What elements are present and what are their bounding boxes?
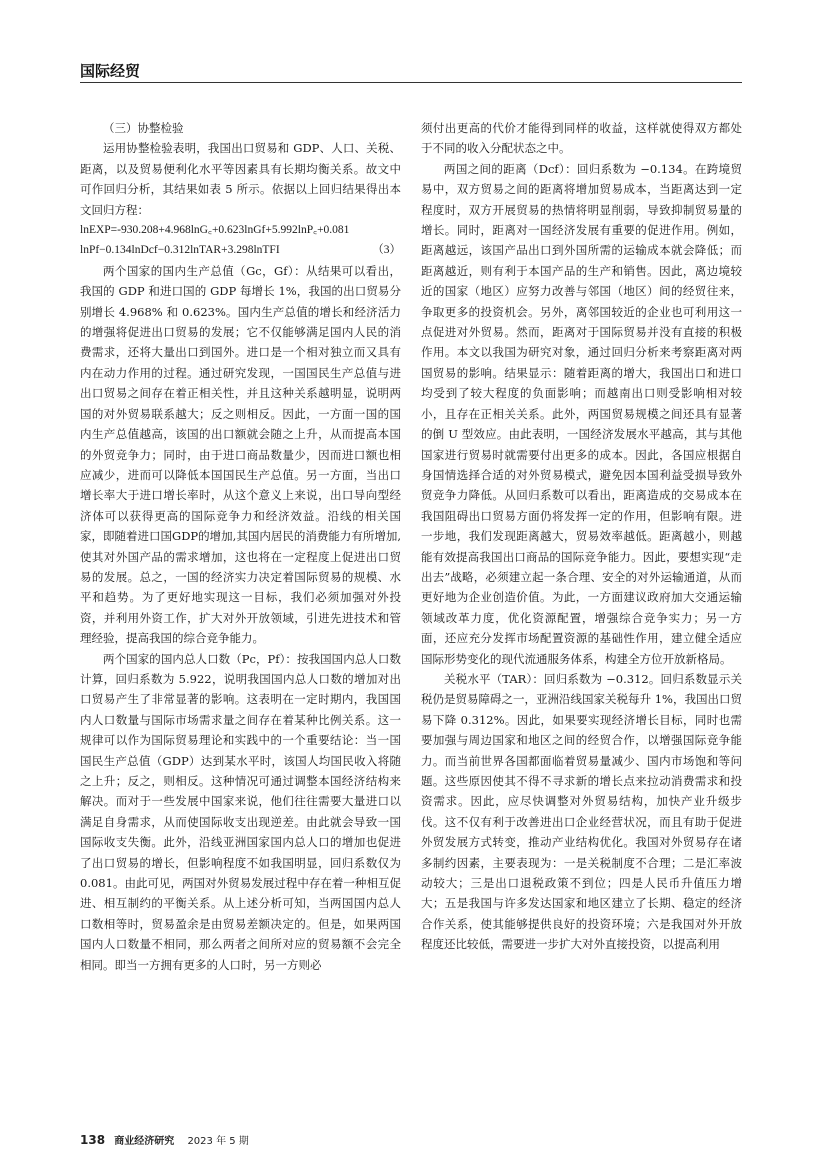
equation-line [80, 240, 401, 260]
paragraph: 运用协整检验表明，我国出口贸易和 GDP、人口、关税、距离，以及贸易便利化水平等因素具有长期均衡关系。故文中可作回归分析，其结果如表 5 所示。依据以上回归结果得出本文回归方程： [80, 141, 401, 217]
equation-line: lnEXP=-930.208+4.968lnG꜀+0.623lnGf+5.992lnP꜀+0.081 [80, 224, 350, 237]
page-number: 138 [80, 1133, 106, 1147]
paragraph: 关税水平（TAR）：回归系数为 −0.312。回归系数显示关税仍是贸易障碍之一，亚洲沿线国家关税每升 1%，我国出口贸易下降 0.312%。因此，如果要实现经济增长目标，同时也需要加强与周边国家和地区之间的经贸合作，以增强国际竞争能力。而当前世界各国都面临着贸易量减少、国内市场饱和等问题。这些原因使其不得不寻求新的增长点来拉动消费需求和投资需求。因此，应尽快调整对外贸易结构，加快产业升级步伐。这不仅有利于改善进出口企业经营状况，而且有助于促进外贸发展方式转变，推动产业结构优化。我国对外贸易存在诸多制约因素，主要表现为：一是关税制度不合理；二是汇率波动较大；三是出口退税政策不到位；四是人民币升值压力增大；五是我国与许多发达国家和地区建立了长期、稳定的经济合作关系，使其能够提供良好的投资环境；六是我国对外开放程度还比较低，需要进一步扩大对外直接投资，以提高利用 [421, 671, 742, 952]
paragraph: 两国之间的距离（Dcf）：回归系数为 −0.134。在跨境贸易中，双方贸易之间的距离将增加贸易成本，当距离达到一定程度时，双方开展贸易的热情将明显削弱，导致抑制贸易量的增长。同时，距离对一国经济发展有重要的促进作用。例如，距离越远，该国产品出口到外国所需的运输成本就会降低；而距离越近，则有利于本国产品的生产和销售。因此，离边境较近的国家（地区）应努力改善与邻国（地区）间的经贸往来，争取更多的投资机会。另外，离邻国较近的企业也可利用这一点促进对外贸易。然而，距离对于国际贸易并没有直接的积极作用。本文以我国为研究对象，通过回归分析来考察距离对两国贸易的影响。结果显示：随着距离的增大，我国出口和进口均受到了较大程度的负面影响；而越南出口则受影响相对较小，且存在正相关关系。此外，两国贸易规模之间还具有显著的倒 U 型效应。由此表明，一国经济发展水平越高，其与其他国家进行贸易时就需要付出更多的成本。因此，各国应根据自身国情选择合适的对外贸易模式，避免因本国利益受损导致外贸竞争力降低。从回归系数可以看出，距离造成的交易成本在我国阻碍出口贸易方面仍将发挥一定的作用，但影响有限。进一步地，我们发现距离越大，贸易效率越低。距离越小，则越能有效提高我国出口商品的国际竞争能力。因此，要想实现“走出去”战略，必须建立起一条合理、安全的对外运输通道，从而更好地为企业创造价值。为此，一方面建议政府加大交通运输领域改革力度，优化资源配置，增强综合竞争实力；另一方面，还应充分发挥市场配置资源的基础性作用，建立健全适应国际形势变化的现代流通服务体系，构建全方位开放新格局。 [421, 161, 742, 666]
section-title: （三）协整检验 [103, 121, 184, 135]
journal-name: 商业经济研究 [114, 1136, 175, 1147]
equation [80, 220, 401, 261]
paragraph: 两个国家的国内生产总值（Gc，Gf）：从结果可以看出，我国的 GDP 和进口国的 GDP 每增长 1%，我国的出口贸易分别增长 4.968% 和 0.623%。国内生产总值的增长和经济活力的增强将促进出口贸易的发展；它不仅能够满足国内人民的消费需求，还将大量出口到国外。进口是一个相对独立而又具有内在动力作用的过程。通过研究发现，一国国民生产总值与进出口贸易之间存在着正相关性，并且这种关系越明显，说明两国的对外贸易联系越大；反之则相反。因此，一方面一国的国内生产总值越高，该国的出口额就会随之上升，从而提高本国的外贸竞争力；同时，由于进口商品数量少，因而进口额也相应减少，进而可以降低本国国民生产总值。另一方面，当出口增长率大于进口增长率时，从这个意义上来说，出口导向型经济体可以获得更高的国际竞争力和经济效益。沿线的相关国家，即随着进口国GDP的增加,其国内居民的消费能力有所增加,使其对外国产品的需求增加，这也将在一定程度上促进出口贸易的发展。总之，一国的经济实力决定着国际贸易的规模、水平和趋势。为了更好地实现这一目标，我们必须加强对外投资，并利用外资工作，扩大对外开放领域，引进先进技术和管理经验，提高我国的综合竞争能力。 [80, 263, 401, 646]
paragraph: 两个国家的国内总人口数（Pc，Pf）：按我国国内总人口数计算，回归系数为 5.922，说明我国国内总人口数的增加对出口贸易产生了非常显著的影响。这表明在一定时期内，我国国内人口数量与国际市场需求量之间存在着某种比例关系。这一规律可以作为国际贸易理论和实践中的一个重要结论：当一国国民生产总值（GDP）达到某水平时，该国人均国民收入将随之上升；反之，则相反。这种情况可通过调整本国经济结构来解决。而对于一些发展中国家来说，他们往往需要大量进口以满足自身需求，从而使国际收支出现逆差。由此就会导致一国国际收支失衡。此外，沿线亚洲国家国内总人口的增加也促进了出口贸易的增长，但影响程度不如我国明显，回归系数仅为 0.081。由此可见，两国对外贸易发展过程中存在着一种相互促进、相互制约的平衡关系。从上述分析可知，当两国国内总人口数相等时，贸易盈余是由贸易差额决定的。但是，如果两国国内人口数量不相同，那么两者之间所对应的贸易额不会完全相同。即当一方拥有更多的人口时，另一方则必 [80, 651, 401, 972]
paragraph: 须付出更高的代价才能得到同样的收益，这样就使得双方都处于不同的收入分配状态之中。 [421, 121, 742, 156]
equation-text: lnPf−0.134lnDcf−0.312lnTAR+3.298lnTFI [80, 244, 280, 257]
right-column [421, 118, 742, 955]
section-header: 国际经贸 [80, 62, 141, 80]
equation-number: （3） [372, 244, 401, 257]
page-footer [80, 1132, 249, 1147]
header-rule [80, 82, 742, 83]
left-column [80, 118, 401, 975]
issue-label: 2023 年 5 期 [187, 1136, 249, 1147]
